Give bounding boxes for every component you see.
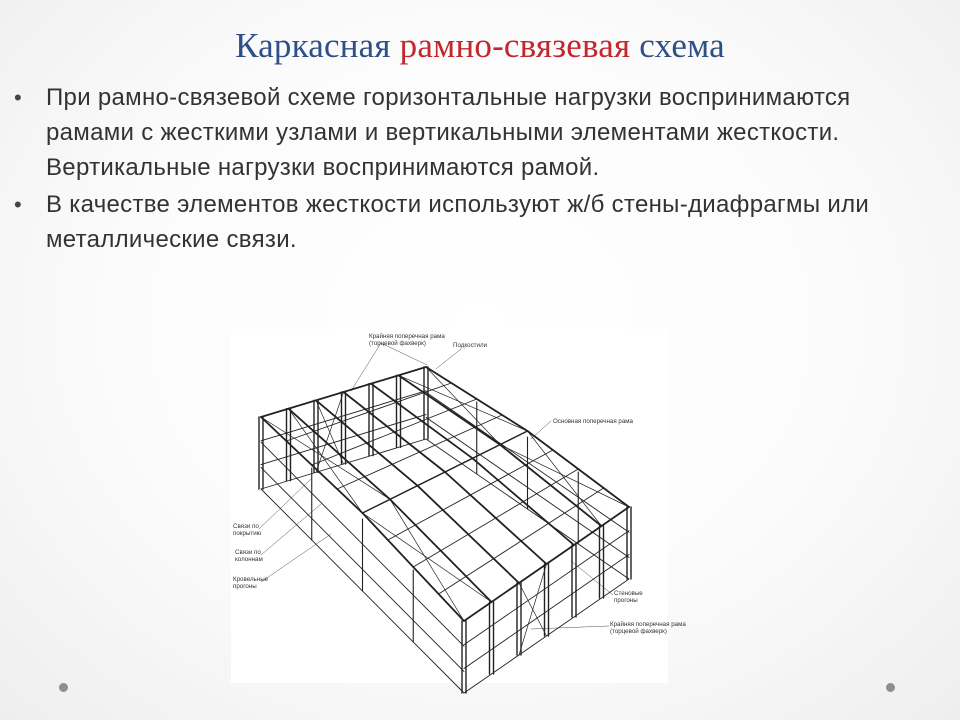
bullet-dot-icon: • <box>14 85 23 110</box>
bullet-dot-icon: • <box>14 192 23 217</box>
roof-purlin <box>388 450 553 540</box>
figure-label-left-1: Связи по покрытию <box>233 523 262 537</box>
label-leader-line <box>531 421 551 439</box>
nav-next-dot-icon[interactable] <box>886 683 895 692</box>
nav-prev-dot-icon[interactable] <box>59 683 68 692</box>
bullet-text: В качестве элементов жесткости используют ж/б стены-диафрагмы или металлические связи. <box>46 191 870 253</box>
figure-label-left-3: Кровельные прогоны <box>233 576 269 590</box>
roof-bracing <box>289 409 363 513</box>
roof-bracing <box>390 499 464 621</box>
wall-girt <box>464 555 629 669</box>
label-leader-line <box>351 343 381 391</box>
label-leader-line <box>436 349 461 369</box>
slide-title <box>0 24 960 68</box>
roof-purlin <box>312 399 477 465</box>
wall-girt <box>261 391 426 441</box>
figure-label-right-wall: Стеновые прогоны <box>614 590 643 604</box>
title-word-1: Каркасная <box>235 26 391 65</box>
figure-label-right-main: Основная поперечная рама <box>553 418 633 425</box>
end-wall-girt <box>426 392 629 532</box>
title-word-3: схема <box>639 26 725 65</box>
column-bracing <box>519 564 547 655</box>
title-word-2: рамно-связевая <box>399 26 631 65</box>
frame-scheme-figure <box>231 329 686 683</box>
label-leader-line <box>531 626 609 629</box>
label-leader-line <box>259 479 311 529</box>
figure-label-top-left: Крайняя поперечная рама (торцевой фахверк) <box>369 333 445 347</box>
frame-scheme-drawing <box>231 329 686 683</box>
figure-labels <box>233 333 686 635</box>
bullet-item <box>14 187 914 257</box>
bullet-list <box>14 80 914 259</box>
bullet-text: При рамно-связевой схеме горизонтальные нагрузки воспринимаются рамами с жесткими узлами и вертикальными элементами жесткости. Вертикальные нагрузки воспринимаются рамой. <box>46 84 851 181</box>
label-leader-line <box>261 534 331 582</box>
roof-purlin <box>413 469 578 567</box>
figure-label-top-right: Подкостили <box>453 342 488 349</box>
bullet-item <box>14 80 914 185</box>
figure-label-bottom-right: Крайняя поперечная рама (торцевой фахверк) <box>610 621 686 635</box>
figure-label-left-2: Связи по колоннам <box>235 549 263 563</box>
roof-purlin <box>337 415 502 489</box>
